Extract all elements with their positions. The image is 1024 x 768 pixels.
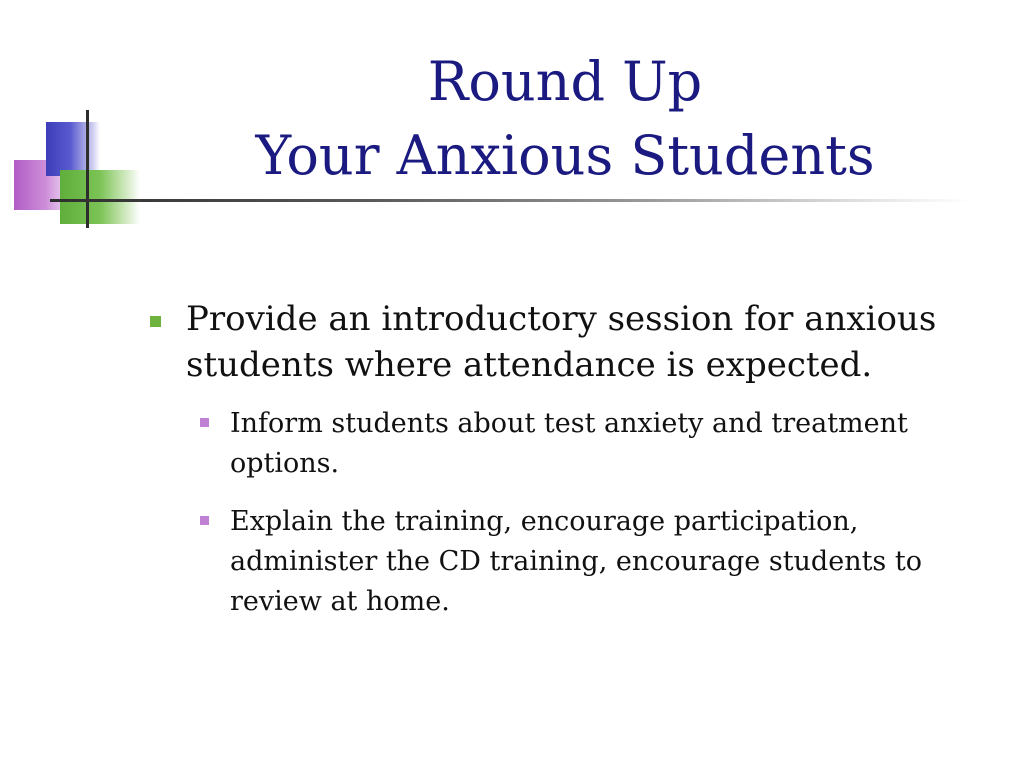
purple-square-bullet-icon (200, 418, 209, 427)
slide-title-line-1: Round Up (427, 50, 703, 113)
green-square-bullet-icon (150, 316, 161, 327)
slide-title (200, 45, 930, 193)
logo-blue-square (46, 122, 100, 176)
slide-body (146, 296, 1006, 622)
sub-bullet-text: Inform students about test anxiety and treatment options. (230, 408, 908, 479)
title-divider-line (50, 199, 970, 202)
bullet-text: Provide an introductory session for anxious students where attendance is expected. (186, 299, 937, 385)
logo-green-square (60, 170, 140, 224)
slide-title-line-2: Your Anxious Students (255, 124, 875, 187)
sub-bullet-item (230, 404, 1006, 484)
bullet-item (146, 296, 1006, 388)
logo-vertical-line (86, 110, 89, 228)
sub-bullet-item (230, 502, 1006, 622)
sub-bullet-text: Explain the training, encourage participation, administer the CD training, encourage students to review at home. (230, 506, 922, 617)
purple-square-bullet-icon (200, 516, 209, 525)
